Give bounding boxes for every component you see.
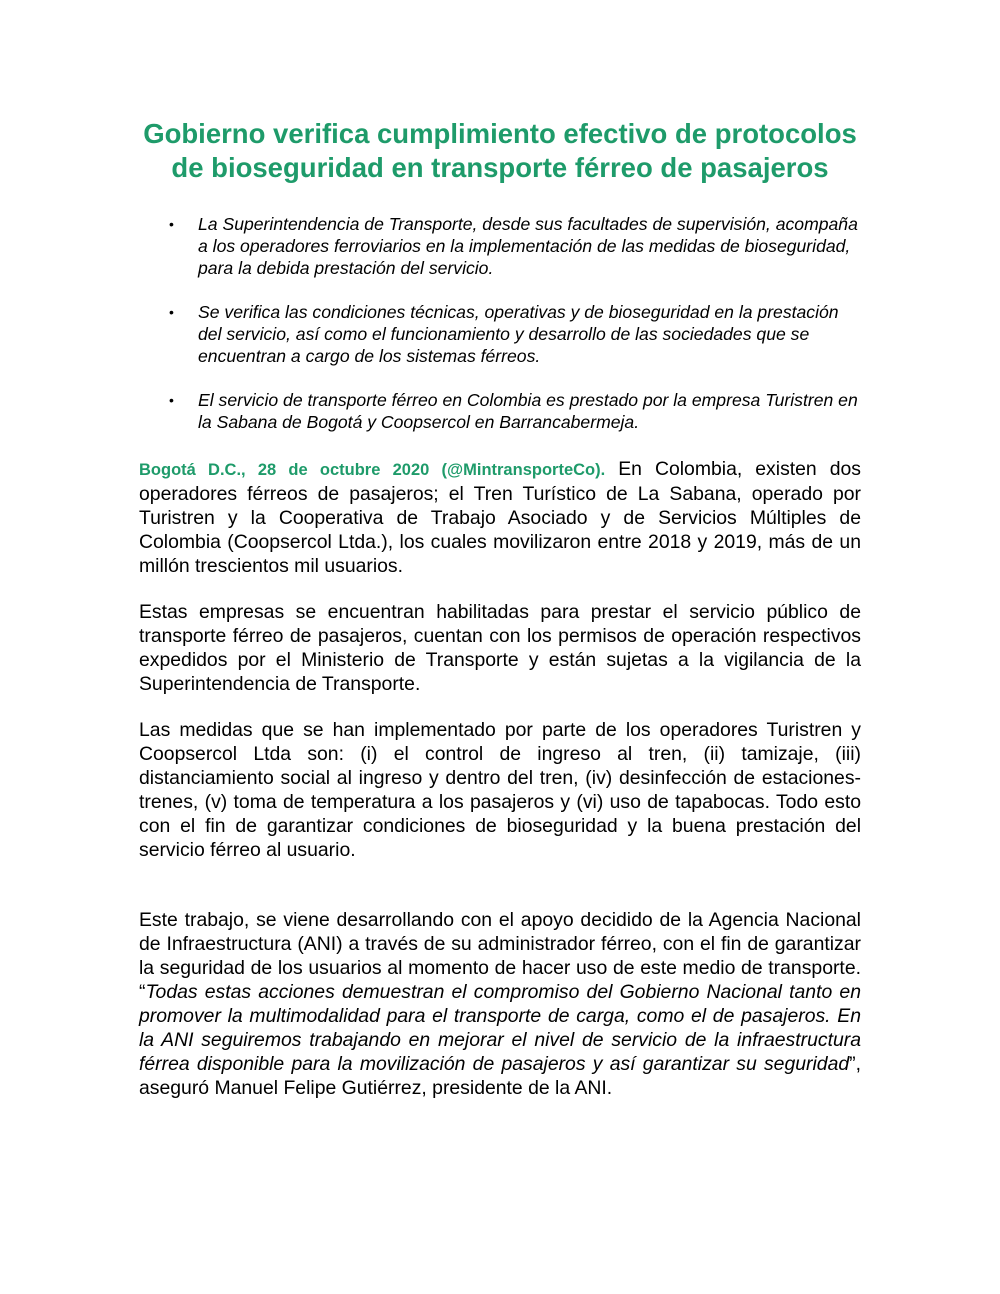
- paragraph-4-intro: Este trabajo, se viene desarrollando con el apoyo decidido de la Agencia Nacional de Infraestructura (ANI) a través de su administrador férreo, con el fin de garantizar la seguridad de los usuarios al momento de hacer uso de este medio de transporte. “: [139, 909, 861, 1003]
- lead-paragraph-text: En Colombia, existen dos operadores férreos de pasajeros; el Tren Turístico de La Sabana, operado por Turistren y la Cooperativa de Trabajo Asociado y de Servicios Múltiples de Colombia (Coopsercol Ltda.), los cuales movilizaron entre 2018 y 2019, más de un millón trescientos mil usuarios.: [139, 458, 861, 577]
- body-paragraph-2: Estas empresas se encuentran habilitadas para prestar el servicio público de transporte férreo de pasajeros, cuentan con los permisos de operación respectivos expedidos por el Ministerio de Transporte y están sujetas a la vigilancia de la Superintendencia de Transporte.: [139, 601, 861, 695]
- summary-bullet-list: [139, 213, 861, 433]
- press-release: [139, 117, 861, 1100]
- bullet-text: El servicio de transporte férreo en Colombia es prestado por la empresa Turistren en la Sabana de Bogotá y Coopsercol en Barrancabermeja.: [198, 390, 858, 432]
- page-title: Gobierno verifica cumplimiento efectivo de protocolos de bioseguridad en transporte férreo de pasajeros: [143, 118, 857, 183]
- ani-quote: Todas estas acciones demuestran el compromiso del Gobierno Nacional tanto en promover la multimodalidad para el transporte de carga, como el de pasajeros. En la ANI seguiremos trabajando en mejorar el nivel de servicio de la infraestructura férrea disponible para la movilización de pasajeros y así garantizar su seguridad: [139, 981, 861, 1075]
- bullet-icon: •: [169, 304, 174, 320]
- list-item: [139, 389, 861, 433]
- list-item: [139, 301, 861, 367]
- bullet-icon: •: [169, 392, 174, 408]
- dateline: Bogotá D.C., 28 de octubre 2020 (@MintransporteCo).: [139, 461, 606, 479]
- list-item: [139, 213, 861, 279]
- bullet-text: Se verifica las condiciones técnicas, operativas y de bioseguridad en la prestación del servicio, así como el funcionamiento y desarrollo de las sociedades que se encuentran a cargo de los sistemas férreos.: [198, 302, 839, 366]
- paragraph-4-outro: ”, aseguró Manuel Felipe Gutiérrez, presidente de la ANI.: [139, 1053, 861, 1099]
- lead-paragraph: [139, 457, 861, 578]
- bullet-icon: •: [169, 216, 174, 232]
- bullet-text: La Superintendencia de Transporte, desde sus facultades de supervisión, acompaña a los operadores ferroviarios en la implementación de las medidas de bioseguridad, para la debida prestación del servicio.: [198, 214, 858, 278]
- body-paragraph-3: Las medidas que se han implementado por parte de los operadores Turistren y Coopsercol Ltda son: (i) el control de ingreso al tren, (ii) tamizaje, (iii) distanciamiento social al ingreso y dentro del tren, (iv) desinfección de estaciones-trenes, (v) toma de temperatura a los pasajeros y (vi) uso de tapabocas. Todo esto con el fin de garantizar condiciones de bioseguridad y la buena prestación del servicio férreo al usuario.: [139, 719, 861, 861]
- body-paragraph-4: [139, 908, 861, 1100]
